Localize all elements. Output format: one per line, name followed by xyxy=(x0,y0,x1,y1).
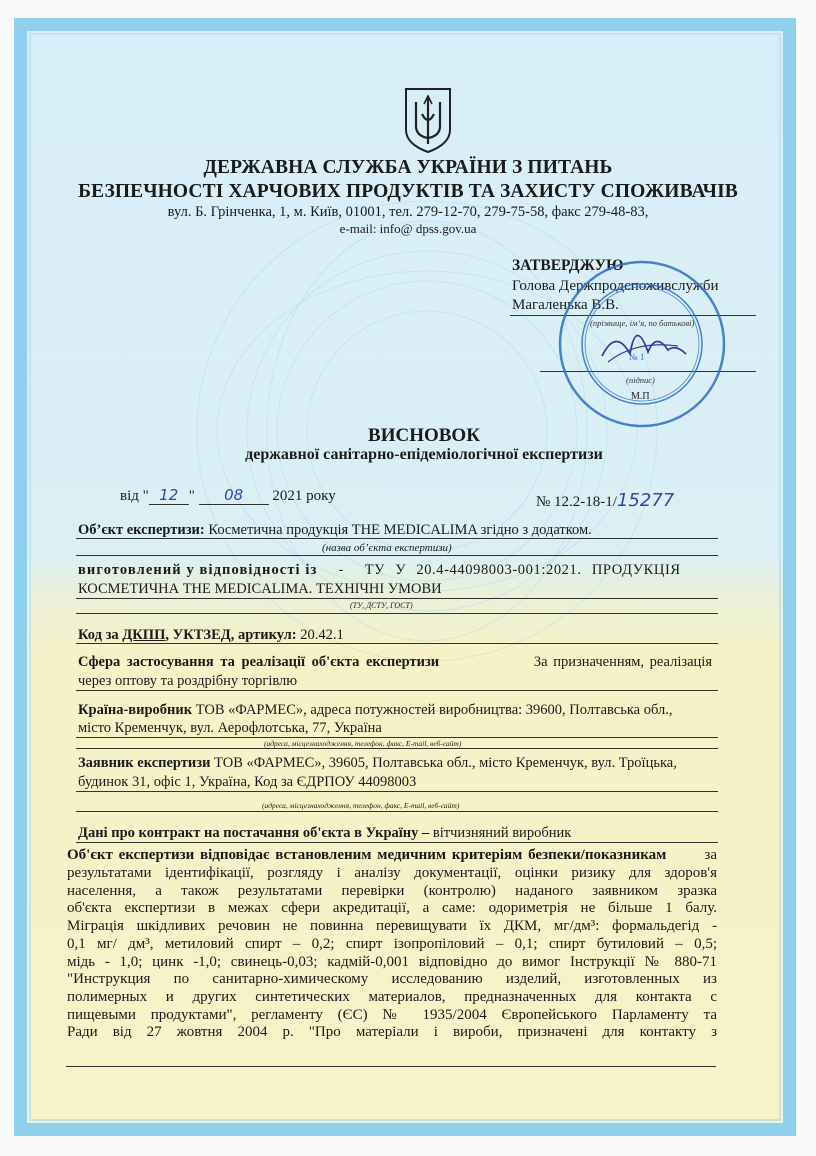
scope-row: Сфера застосування та реалізації об'єкта експертизи За призначенням, реалізація xyxy=(78,654,712,670)
stamp-number: № 1 xyxy=(629,352,645,362)
conclusion-body xyxy=(67,865,717,1042)
conclusion-line: пищевыми продуктами", регламенту (ЄС) № 1935/2004 Європейського Парламенту та xyxy=(67,1006,717,1023)
header-email: e-mail: info@ dpss.gov.ua xyxy=(339,221,477,236)
manufactured-row: виготовлений у відповідності із - ТУ У 20.4-44098003-001:2021. ПРОДУКЦІЯ xyxy=(78,562,681,578)
header-address: вул. Б. Грінченка, 1, м. Київ, 01001, тел. 279-12-70, 279-75-58, факс 279-48-83, xyxy=(167,204,649,220)
conclusion-line: Ради від 27 жовтня 2004 р. "Про матеріали і вироби, призначені для контакту з xyxy=(67,1024,717,1041)
applicant-line-2: будинок 31, офіс 1, Україна, Код за ЄДРПОУ 44098003 xyxy=(78,774,417,790)
country-line-2: місто Кременчук, вул. Аерофлотська, 77, Україна xyxy=(78,720,382,736)
document-title: ВИСНОВОК xyxy=(368,425,480,446)
country-row: Країна-виробник ТОВ «ФАРМЕС», адреса потужностей виробництва: 39600, Полтавська обл., xyxy=(78,702,673,718)
approval-name: Магаленька В.В. xyxy=(512,297,619,313)
conclusion-line: 0,1 мг/ дм³, метиловий спирт – 0,2; спирт ізопропіловий – 0,1; спирт бутиловий – 0,5; xyxy=(67,935,717,952)
approval-position: Голова Держпродспоживслужби xyxy=(512,278,719,294)
conclusion-line: Міграція шкідливих речовин не повинна перевищувати їх ДКМ, мг/дм³: формальдегід - xyxy=(67,918,717,935)
country-caption: (адреса, місцезнаходження, телефон, факс, E-mail, веб-сайт) xyxy=(264,739,462,748)
header-line-1: ДЕРЖАВНА СЛУЖБА УКРАЇНИ З ПИТАНЬ xyxy=(203,157,613,178)
date-row: від " 12 " 08 2021 року xyxy=(120,486,336,504)
object-row: Об’єкт експертизи: Косметична продукція THE MEDICALIMA згідно з додатком. xyxy=(78,522,592,538)
code-row: Код за ДКПП, УКТЗЕД, артикул: 20.42.1 xyxy=(78,627,344,643)
signature-caption: (підпис) xyxy=(626,375,655,385)
conclusion-line: "Инструкция по санитарно-химическому исследованию изделий, изготовленных из xyxy=(67,971,717,988)
manufactured-caption: (ТУ, ДСТУ, ГОСТ) xyxy=(350,601,413,610)
manufactured-line-2: КОСМЕТИЧНА THE MEDICALIMA. ТЕХНІЧНІ УМОВИ xyxy=(78,581,442,597)
contract-row: Дані про контракт на постачання об'єкта в Україну – вітчизняний виробник xyxy=(78,825,572,841)
document-subtitle: державної санітарно-епідеміологічної експертизи xyxy=(245,446,603,463)
conclusion-line: результатами ідентифікації, розгляду і аналізу документації, оцінки ризику для здоров'я xyxy=(67,865,717,881)
official-stamp-icon xyxy=(556,258,728,430)
scope-line-2: через оптову та роздрібну торгівлю xyxy=(78,673,298,689)
conclusion-line: об'єкта експертизи в межах сфери акредитації, а саме: одориметрія не більше 1 балу. xyxy=(67,900,717,917)
approval-name-caption: (прізвище, ім’я, по батькові) xyxy=(590,318,695,328)
document-number-handwritten: 15277 xyxy=(616,490,675,511)
stamp-label: М.П xyxy=(631,391,650,402)
conclusion-line: мідь - 1,0; цинк -1,0; свинець-0,03; кадмій-0,001 відповідно до вимог Інструкції № 880-71 xyxy=(67,953,717,970)
document-number: № 12.2-18-1/15277 xyxy=(536,490,675,511)
date-month: 08 xyxy=(199,486,269,505)
conclusion-lead: Об'єкт експертизи відповідає встановленим медичним критеріям безпеки/показникам за xyxy=(67,847,717,863)
date-day: 12 xyxy=(149,486,189,505)
applicant-row: Заявник експертизи ТОВ «ФАРМЕС», 39605, Полтавська обл., місто Кременчук, вул. Троїцька, xyxy=(78,755,677,771)
applicant-caption: (адреса, місцезнаходження, телефон, факс, E-mail, веб-сайт) xyxy=(262,801,460,810)
object-caption: (назва об’єкта експертизи) xyxy=(322,542,452,554)
trident-emblem-icon xyxy=(402,86,454,154)
conclusion-line: полимерных и других синтетических материалов, предназначенных для контакта с xyxy=(67,988,717,1005)
conclusion-line: населення, а також результатами перевірки (контролю) наданого заявником зразка xyxy=(67,882,717,899)
approval-title: ЗАТВЕРДЖУЮ xyxy=(512,257,624,274)
header-line-2: БЕЗПЕЧНОСТІ ХАРЧОВИХ ПРОДУКТІВ ТА ЗАХИСТУ СПОЖИВАЧІВ xyxy=(78,181,738,202)
